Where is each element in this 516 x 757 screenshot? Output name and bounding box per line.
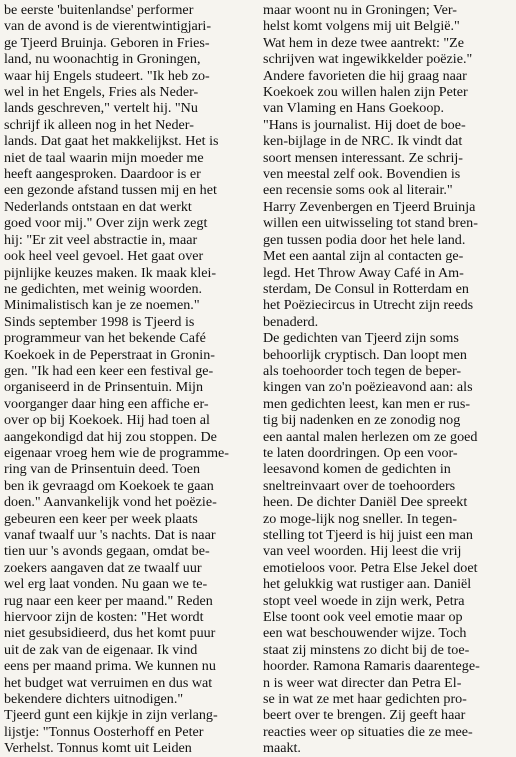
- text-line: waar hij Engels studeert. "Ik heb zo-: [4, 67, 210, 84]
- text-line: over op bij Koekoek. Hij had toen al: [4, 412, 210, 429]
- text-line: reacties weer op situaties die ze mee-: [263, 723, 473, 740]
- text-line: "Hans is journalist. Hij doet de boe-: [263, 116, 466, 133]
- text-line: n is weer wat directer dan Petra El-: [263, 674, 462, 691]
- text-line: organiseerd in de Prinsentuin. Mijn: [4, 379, 203, 396]
- text-line: uit de zak van de eigenaar. Ik vind: [4, 641, 198, 658]
- text-line: maar woont nu in Groningen; Ver-: [263, 2, 457, 18]
- text-line: schrijven wat ingewikkelder poëzie.": [263, 51, 473, 68]
- text-line: se in wat ze met haar gedichten pro-: [263, 691, 467, 708]
- text-line: eigenaar vroeg hem wie de programme-: [4, 444, 230, 461]
- text-line: ven meestal zelf ook. Bovendien is: [263, 166, 461, 183]
- text-line: vanaf twaalf uur 's nachts. Dat is naar: [4, 527, 216, 543]
- text-line: gebeuren een keer per week plaats: [4, 510, 198, 527]
- text-line: Minimalistisch kan je ze noemen.": [4, 297, 200, 314]
- text-line: De gedichten van Tjeerd zijn soms: [263, 330, 459, 347]
- text-line: een recensie soms ook al literair.": [263, 182, 453, 199]
- column-left: [4, 2, 253, 757]
- text-line: staat zij minstens zo dicht bij de toe-: [263, 641, 470, 658]
- text-line: wel erg laat vonden. Nu gaan we te-: [4, 576, 208, 593]
- text-line: van veel woorden. Hij leest die vrij: [263, 543, 462, 560]
- text-line: Koekoek zou willen halen zijn Peter: [263, 84, 468, 101]
- text-line: een aantal malen herlezen om ze goed: [263, 428, 478, 445]
- text-line: Verhelst. Tonnus komt uit Leiden: [4, 740, 192, 757]
- text-line: rug naar een keer per maand." Reden: [4, 592, 213, 609]
- text-line: soort mensen interessant. Ze schrij-: [263, 149, 463, 166]
- text-line: zoekers aangaven dat ze twaalf uur: [4, 559, 202, 576]
- text-line: legd. Het Throw Away Café in Am-: [263, 264, 464, 281]
- text-line: schrijf ik alleen nog in het Neder-: [4, 116, 194, 133]
- text-line: programmeur van het bekende Café: [4, 330, 206, 347]
- text-line: Else toont ook veel emotie maar op: [263, 609, 463, 626]
- text-line: Andere favorieten die hij graag naar: [263, 67, 467, 84]
- text-line: het budget wat verruimen en dus wat: [4, 674, 213, 691]
- text-line: leesavond komen de gedichten in: [263, 461, 451, 478]
- text-line: tien uur 's avonds gegaan, omdat be-: [4, 543, 210, 560]
- text-line: be eerste 'buitenlandse' performer: [4, 2, 194, 18]
- text-line: benaderd.: [263, 313, 319, 330]
- text-line: aangekondigd dat hij zou stoppen. De: [4, 428, 217, 445]
- text-line: emotieloos voor. Petra Else Jekel doet: [263, 559, 478, 576]
- text-line: gen tussen podia door het hele land.: [263, 231, 466, 248]
- column-right: [263, 2, 512, 757]
- text-line: het Poëziecircus in Utrecht zijn reeds: [263, 297, 474, 314]
- text-line: ge Tjeerd Bruinja. Geboren in Fries-: [4, 34, 210, 51]
- text-line: te laten doordringen. Op een voor-: [263, 444, 458, 461]
- text-line: gen. "Ik had een keer een festival ge-: [4, 362, 214, 379]
- text-line: niet de taal waarin mijn moeder me: [4, 149, 204, 166]
- text-line: Tjeerd gunt een kijkje in zijn verlang-: [4, 707, 218, 724]
- text-line: lands. Dat gaat het makkelijkst. Het is: [4, 133, 219, 150]
- text-line: een wat beschouwender wijze. Toch: [263, 625, 467, 642]
- text-line: voorganger daar hing een affiche er-: [4, 395, 209, 412]
- text-line: maakt.: [263, 740, 301, 757]
- text-line: hiervoor zijn de kosten: "Het wordt: [4, 609, 204, 626]
- text-line: tig bij nadenken en ze zonodig nog: [263, 412, 461, 429]
- text-line: lijstje: "Tonnus Oosterhoff en Peter: [4, 723, 204, 740]
- text-line: heeft aangesproken. Daardoor is er: [4, 166, 201, 183]
- text-line: heen. De dichter Daniël Dee spreekt: [263, 494, 468, 511]
- text-line: van de avond is de vierentwintigjari-: [4, 18, 212, 35]
- text-line: doen." Aanvankelijk vond het poëzie-: [4, 494, 217, 511]
- text-line: Sinds september 1998 is Tjeerd is: [4, 313, 195, 330]
- text-line: eens per maand prima. We kunnen nu: [4, 658, 216, 675]
- text-line: willen een uitwisseling tot stand bren-: [263, 215, 478, 232]
- text-line: wel in het Engels, Fries als Neder-: [4, 84, 199, 101]
- text-line: zo moge-lijk nog sneller. In tegen-: [263, 510, 458, 527]
- text-line: Harry Zevenbergen en Tjeerd Bruinja: [263, 198, 476, 215]
- text-line: pijnlijke keuzes maken. Ik maak klei-: [4, 264, 217, 281]
- text-line: sneltreinvaart over de toehoorders: [263, 477, 456, 494]
- text-line: land, nu woonachtig in Groningen,: [4, 51, 201, 68]
- text-line: ben ik gevraagd om Koekoek te gaan: [4, 477, 214, 494]
- text-line: stopt veel woede in zijn werk, Petra: [263, 592, 465, 609]
- text-line: Met een aantal zijn al contacten ge-: [263, 248, 464, 265]
- text-line: Koekoek in de Peperstraat in Gronin-: [4, 346, 215, 363]
- text-line: een gezonde afstand tussen mij en het: [4, 182, 217, 199]
- text-line: hoorder. Ramona Ramaris daarentege-: [263, 658, 480, 675]
- text-line: hij: "Er zit veel abstractie in, maar: [4, 231, 198, 248]
- text-line: behoorlijk cryptisch. Dan loopt men: [263, 346, 467, 363]
- text-line: helst komt volgens mij uit België.": [263, 18, 460, 35]
- text-line: van Vlaming en Hans Goekoop.: [263, 100, 444, 117]
- text-line: bekendere dichters uitnodigen.": [4, 691, 184, 708]
- text-line: Nederlands ontstaan en dat werkt: [4, 198, 192, 215]
- text-line: goed voor mij." Over zijn werk zegt: [4, 215, 208, 232]
- text-line: ne gedichten, met weinig woorden.: [4, 280, 203, 297]
- text-line: beert over te brengen. Zij geeft haar: [263, 707, 466, 724]
- text-line: sterdam, De Consul in Rotterdam en: [263, 280, 469, 297]
- text-line: niet gesubsidieerd, dus het komt puur: [4, 625, 216, 642]
- text-line: lands geschreven," vertelt hij. "Nu: [4, 100, 198, 117]
- text-line: kingen van zo'n poëzieavond aan: als: [263, 379, 473, 396]
- text-line: als toehoorder toch tegen de beper-: [263, 362, 462, 379]
- text-line: het gelukkig wat rustiger aan. Daniël: [263, 576, 472, 593]
- text-line: ook heel veel gevoel. Het gaat over: [4, 248, 204, 265]
- text-line: ring van de Prinsentuin deed. Toen: [4, 461, 201, 478]
- text-line: ken-bijlage in de NRC. Ik vindt dat: [263, 133, 463, 150]
- text-line: men gedichten leest, kan men er rus-: [263, 395, 471, 412]
- text-line: Wat hem in deze twee aantrekt: "Ze: [263, 34, 465, 51]
- text-line: stelling tot Tjeerd is hij juist een man: [263, 527, 473, 543]
